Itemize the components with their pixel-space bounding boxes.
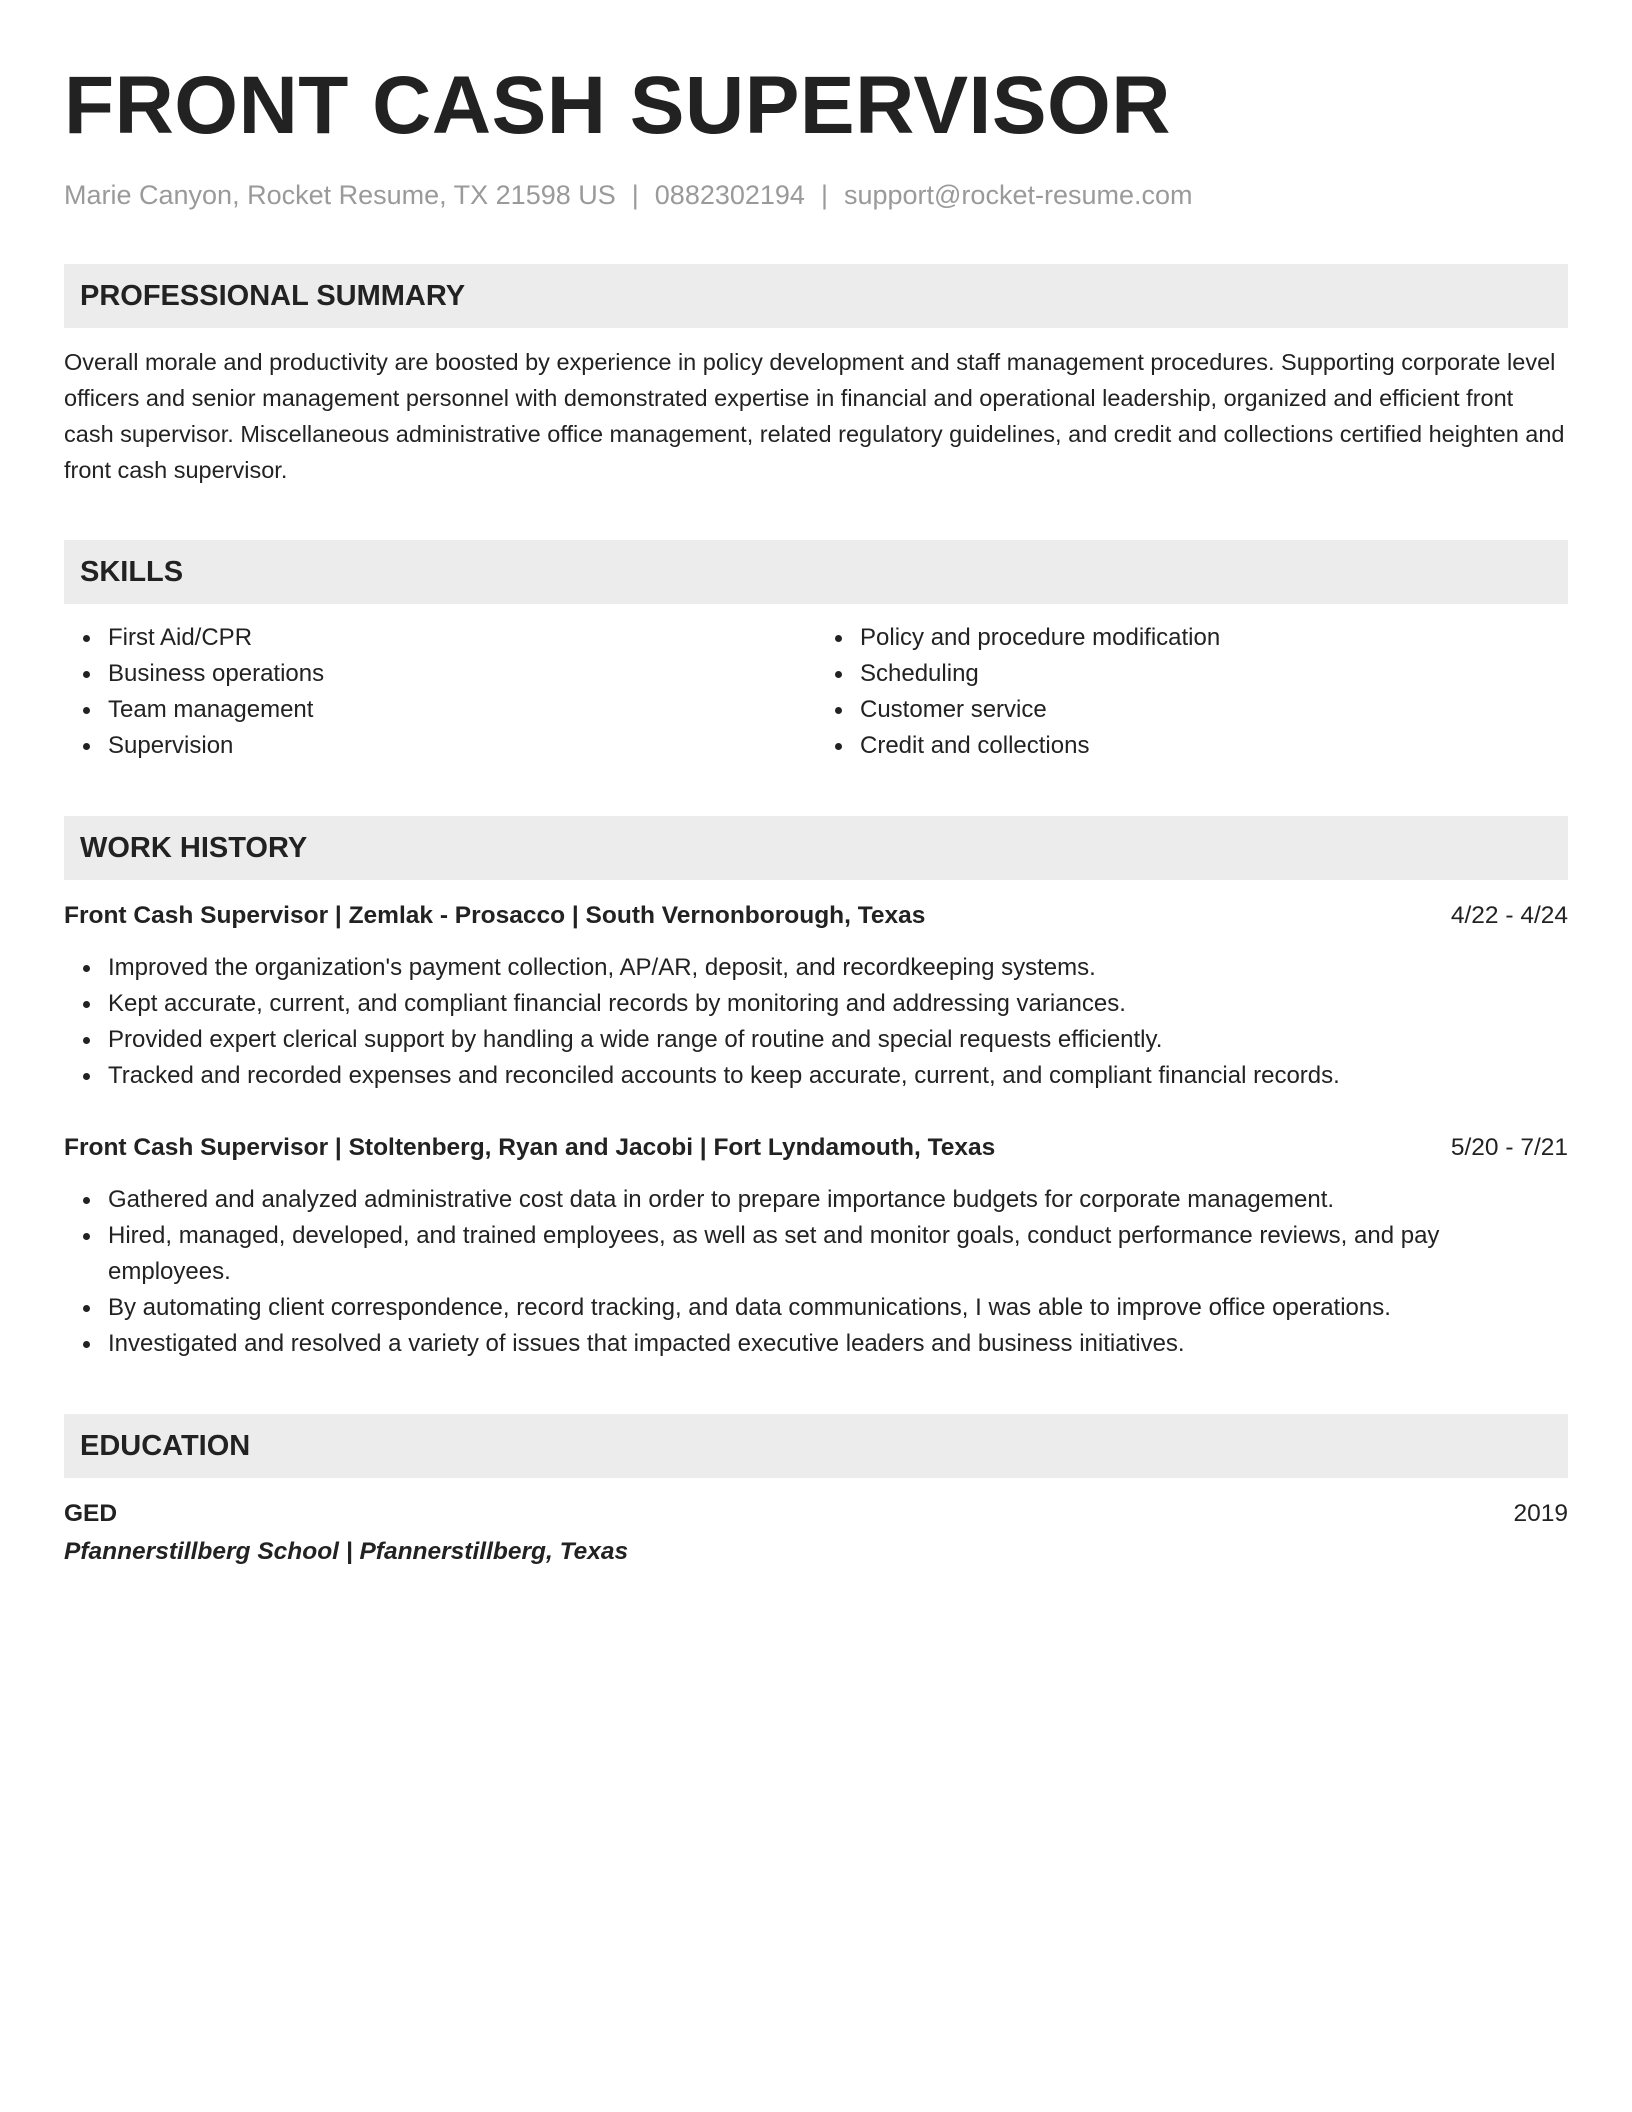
contact-address: Marie Canyon, Rocket Resume, TX 21598 US (64, 180, 616, 210)
job-bullets (64, 950, 1568, 1094)
job-bullet: By automating client correspondence, record tracking, and data communications, I was able to improve office operations. (108, 1290, 1568, 1326)
job-dates: 4/22 - 4/24 (1450, 902, 1568, 929)
skills-column-right (816, 620, 1568, 764)
job-dates: 5/20 - 7/21 (1450, 1134, 1568, 1161)
section-header-work-history: WORK HISTORY (64, 816, 1568, 880)
job-bullets (64, 1182, 1568, 1362)
education-school: Pfannerstillberg School | Pfannerstillberg, Texas (64, 1538, 629, 1565)
job-bullet: Tracked and recorded expenses and reconciled accounts to keep accurate, current, and compliant financial records. (108, 1058, 1568, 1094)
contact-phone: 0882302194 (654, 180, 805, 210)
section-header-skills: SKILLS (64, 540, 1568, 604)
skills-list (64, 620, 1568, 764)
skill-item: Customer service (860, 692, 1568, 728)
skill-item: First Aid/CPR (108, 620, 816, 656)
skills-column-left (64, 620, 816, 764)
education-header (64, 1496, 1568, 1532)
skill-item: Credit and collections (860, 728, 1568, 764)
skill-item: Policy and procedure modification (860, 620, 1568, 656)
job-bullet: Improved the organization's payment collection, AP/AR, deposit, and recordkeeping systems. (108, 950, 1568, 986)
job-title: Front Cash Supervisor | Stoltenberg, Ryan and Jacobi | Fort Lyndamouth, Texas (64, 1134, 996, 1161)
skill-item: Team management (108, 692, 816, 728)
contact-line (64, 178, 1568, 212)
job-header (64, 1130, 1568, 1166)
skill-item: Scheduling (860, 656, 1568, 692)
contact-separator: | (631, 180, 639, 210)
skill-item: Business operations (108, 656, 816, 692)
contact-email: support@rocket-resume.com (843, 180, 1193, 210)
education-degree: GED (64, 1500, 118, 1527)
job-bullet: Investigated and resolved a variety of issues that impacted executive leaders and business initiatives. (108, 1326, 1568, 1362)
job-entry (64, 898, 1568, 1094)
section-header-summary: PROFESSIONAL SUMMARY (64, 264, 1568, 328)
education-entry (64, 1496, 1568, 1570)
job-bullet: Hired, managed, developed, and trained employees, as well as set and monitor goals, conduct performance reviews, and pay employees. (108, 1218, 1568, 1290)
summary-text: Overall morale and productivity are boosted by experience in policy development and staff management procedures. Supporting corporate level officers and senior management personnel with demonstrated expertise in financial and operational leadership, organized and efficient front cash supervisor. Miscellaneous administrative office management, related regulatory guidelines, and credit and collections certified heighten and front cash supervisor. (64, 349, 1565, 483)
job-bullet: Provided expert clerical support by handling a wide range of routine and special requests efficiently. (108, 1022, 1568, 1058)
resume-title: FRONT CASH SUPERVISOR (64, 60, 1172, 151)
job-title: Front Cash Supervisor | Zemlak - Prosacco | South Vernonborough, Texas (64, 902, 926, 929)
education-year: 2019 (1513, 1500, 1568, 1527)
job-bullet: Gathered and analyzed administrative cost data in order to prepare importance budgets for corporate management. (108, 1182, 1568, 1218)
job-header (64, 898, 1568, 934)
job-bullet: Kept accurate, current, and compliant financial records by monitoring and addressing variances. (108, 986, 1568, 1022)
skill-item: Supervision (108, 728, 816, 764)
contact-separator: | (820, 180, 828, 210)
section-header-education: EDUCATION (64, 1414, 1568, 1478)
job-entry (64, 1130, 1568, 1362)
